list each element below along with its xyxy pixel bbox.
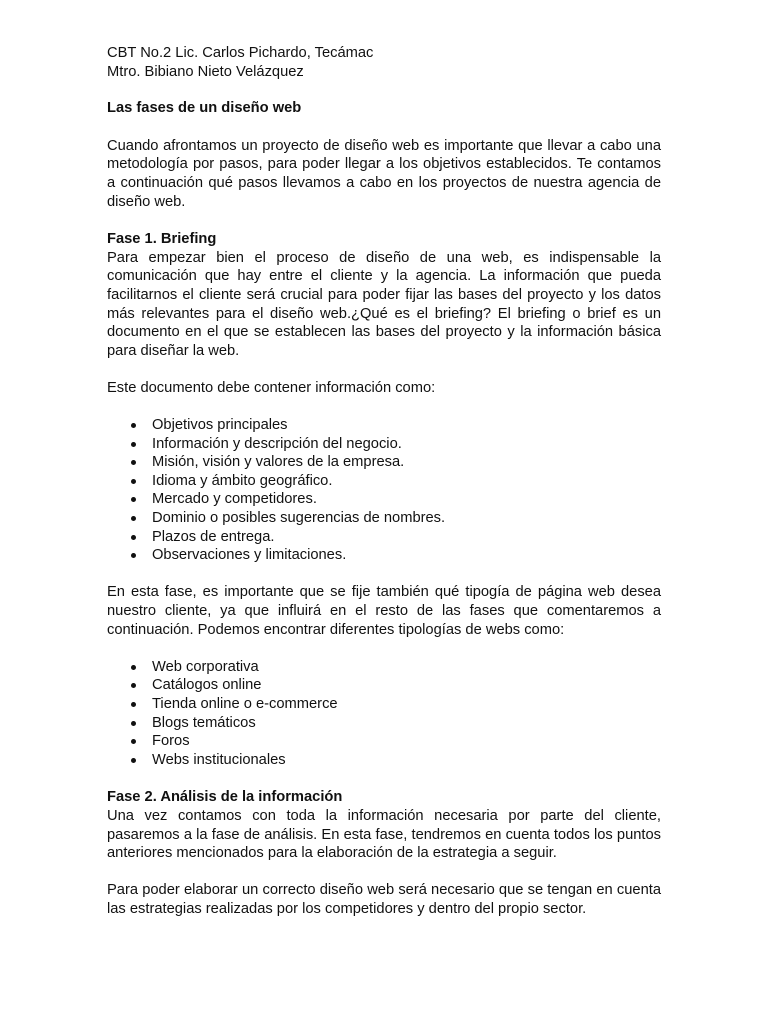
intro-paragraph: Cuando afrontamos un proyecto de diseño web es importante que llevar a cabo una metodología por pasos, para poder llegar a los objetivos establecidos. Te contamos a continuación qué pasos llevamos a cabo en los proyectos de nuestra agencia de diseño web. bbox=[107, 137, 661, 210]
list-item-text: Foros bbox=[152, 733, 190, 750]
bullet-icon bbox=[131, 739, 136, 744]
list-item bbox=[107, 509, 661, 528]
bullet-icon bbox=[131, 479, 136, 484]
list-item-text: Catálogos online bbox=[152, 677, 262, 694]
list-item-text: Información y descripción del negocio. bbox=[152, 435, 402, 452]
list-item bbox=[107, 751, 661, 770]
list-item-text: Observaciones y limitaciones. bbox=[152, 547, 347, 564]
bullet-icon bbox=[131, 553, 136, 558]
list-item-text: Objetivos principales bbox=[152, 417, 288, 434]
list-item-text: Web corporativa bbox=[152, 658, 259, 675]
list-item bbox=[107, 528, 661, 547]
bullet-icon bbox=[131, 423, 136, 428]
list-item-text: Plazos de entrega. bbox=[152, 528, 275, 545]
web-types-list bbox=[107, 658, 661, 770]
bullet-icon bbox=[131, 702, 136, 707]
bullet-icon bbox=[131, 758, 136, 763]
bullet-icon bbox=[131, 442, 136, 447]
list-item bbox=[107, 453, 661, 472]
bullet-icon bbox=[131, 721, 136, 726]
bullet-icon bbox=[131, 460, 136, 465]
fase1-heading: Fase 1. Briefing bbox=[107, 231, 217, 248]
list-item bbox=[107, 658, 661, 677]
list-item bbox=[107, 714, 661, 733]
brief-contents-list bbox=[107, 416, 661, 565]
list-item-text: Blogs temáticos bbox=[152, 714, 256, 731]
list-item bbox=[107, 472, 661, 491]
fase2-heading: Fase 2. Análisis de la información bbox=[107, 789, 343, 806]
document-title: Las fases de un diseño web bbox=[107, 100, 302, 117]
list-item-text: Idioma y ámbito geográfico. bbox=[152, 472, 333, 489]
teacher-name: Mtro. Bibiano Nieto Velázquez bbox=[107, 63, 304, 80]
list-item-text: Misión, visión y valores de la empresa. bbox=[152, 454, 405, 471]
fase2-paragraph-2: Para poder elaborar un correcto diseño web será necesario que se tengan en cuenta las estrategias realizadas por los competidores y dentro del propio sector. bbox=[107, 882, 661, 917]
fase1-paragraph-1: Para empezar bien el proceso de diseño de una web, es indispensable la comunicación que hay entre el cliente y la agencia. La información que pueda facilitarnos el cliente será crucial para poder fijar las bases del proyecto y los datos más relevantes para el diseño web.¿Qué es el briefing? El briefing o brief es un documento en el que se establecen las bases del proyecto y la información básica para diseñar la web. bbox=[107, 249, 661, 359]
bullet-icon bbox=[131, 665, 136, 670]
list-item bbox=[107, 416, 661, 435]
bullet-icon bbox=[131, 535, 136, 540]
list-item bbox=[107, 695, 661, 714]
list-item bbox=[107, 435, 661, 454]
bullet-icon bbox=[131, 683, 136, 688]
list-item bbox=[107, 676, 661, 695]
document-page bbox=[107, 44, 661, 919]
bullet-icon bbox=[131, 497, 136, 502]
list-item bbox=[107, 732, 661, 751]
list-item bbox=[107, 546, 661, 565]
school-name: CBT No.2 Lic. Carlos Pichardo, Tecámac bbox=[107, 45, 374, 61]
bullet-icon bbox=[131, 516, 136, 521]
fase1-paragraph-3: En esta fase, es importante que se fije también qué tipogía de página web desea nuestro cliente, ya que influirá en el resto de las fases que comentaremos a continuación. Podemos encontrar diferentes tipologías de webs como: bbox=[107, 584, 661, 638]
fase1-paragraph-2: Este documento debe contener información como: bbox=[107, 379, 436, 396]
list-item-text: Dominio o posibles sugerencias de nombres. bbox=[152, 510, 446, 527]
list-item-text: Webs institucionales bbox=[152, 751, 286, 768]
list-item bbox=[107, 490, 661, 509]
fase2-paragraph-1: Una vez contamos con toda la información necesaria por parte del cliente, pasaremos a la fase de análisis. En esta fase, tendremos en cuenta todos los puntos anteriores mencionados para la elaboración de la estrategia a seguir. bbox=[107, 807, 661, 862]
list-item-text: Mercado y competidores. bbox=[152, 491, 317, 508]
list-item-text: Tienda online o e-commerce bbox=[152, 696, 338, 712]
